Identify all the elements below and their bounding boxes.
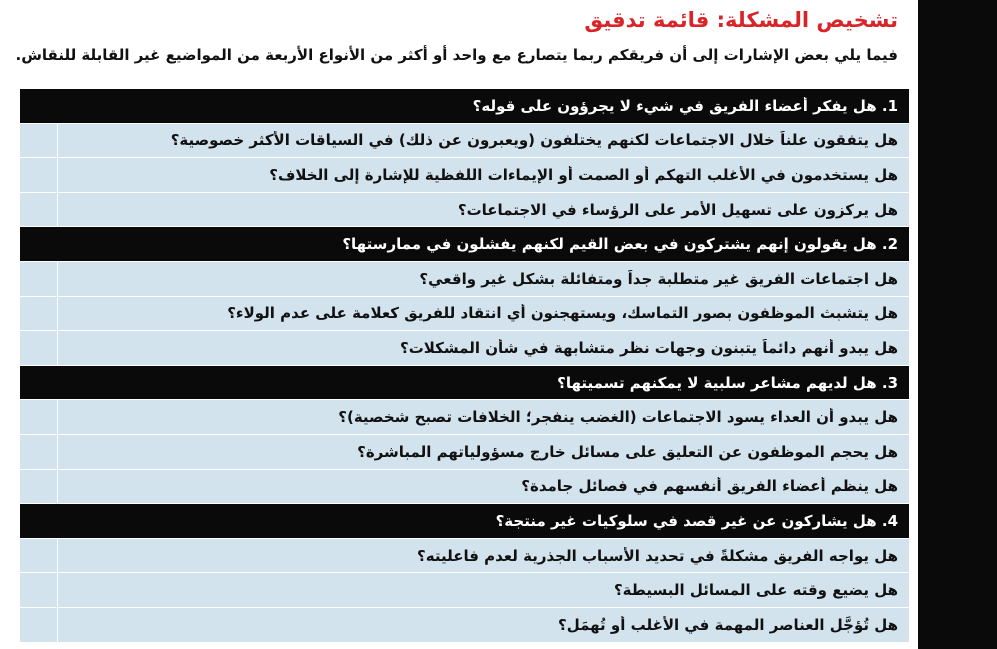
checklist-item (20, 124, 909, 159)
intro-text: فيما يلي بعض الإشارات إلى أن فريقكم ربما يتصارع مع واحد أو أكثر من الأنواع الأربعة من المواضيع غير القابلة للنقاش. (15, 46, 898, 64)
checkbox-cell (20, 227, 58, 261)
checklist-item (20, 400, 909, 435)
side-bar (918, 0, 997, 649)
section-question: 1. هل يفكر أعضاء الفريق في شيء لا يجرؤون على قوله؟ (472, 96, 898, 115)
checklist-item (20, 573, 909, 608)
checkbox-cell[interactable] (20, 158, 58, 192)
item-question: هل يبدو أن العداء يسود الاجتماعات (الغضب ينفجر؛ الخلافات تصبح شخصية)؟ (338, 408, 898, 427)
checkbox-cell (20, 89, 58, 123)
checklist-section (20, 89, 909, 124)
item-question: هل يواجه الفريق مشكلةً في تحديد الأسباب الجذرية لعدم فاعليته؟ (417, 546, 898, 565)
checkbox-cell[interactable] (20, 400, 58, 434)
item-question: هل يحجم الموظفون عن التعليق على مسائل خارج مسؤولياتهم المباشرة؟ (357, 442, 898, 461)
checkbox-cell[interactable] (20, 573, 58, 607)
checkbox-cell[interactable] (20, 193, 58, 227)
checklist-item (20, 331, 909, 366)
checklist-item (20, 297, 909, 332)
item-question: هل اجتماعات الفريق غير متطلبة جداً ومتفائلة بشكل غير واقعي؟ (419, 269, 898, 288)
item-question: هل يستخدمون في الأغلب التهكم أو الصمت أو الإيماءات اللفظية للإشارة إلى الخلاف؟ (269, 165, 898, 184)
checkbox-cell[interactable] (20, 124, 58, 158)
item-question: هل يتشبث الموظفون بصور التماسك، ويستهجنون أي انتقاد للفريق كعلامة على عدم الولاء؟ (227, 304, 898, 323)
checklist-item (20, 539, 909, 574)
item-question: هل يتفقون علناً خلال الاجتماعات لكنهم يختلفون (ويعبرون عن ذلك) في السياقات الأكثر خصوصية؟ (170, 131, 898, 150)
checklist-item (20, 435, 909, 470)
checklist-item (20, 262, 909, 297)
checkbox-cell[interactable] (20, 331, 58, 365)
checkbox-cell[interactable] (20, 435, 58, 469)
checkbox-cell (20, 366, 58, 400)
item-question: هل يبدو أنهم دائماً يتبنون وجهات نظر متشابهة في شأن المشكلات؟ (400, 338, 898, 357)
item-question: هل يركزون على تسهيل الأمر على الرؤساء في الاجتماعات؟ (457, 200, 898, 219)
checkbox-cell[interactable] (20, 262, 58, 296)
checklist-section (20, 504, 909, 539)
section-question: 4. هل يشاركون عن غير قصد في سلوكيات غير منتجة؟ (495, 511, 898, 530)
checkbox-cell[interactable] (20, 539, 58, 573)
item-question: هل يضيع وقته على المسائل البسيطة؟ (613, 581, 898, 600)
checklist-item (20, 158, 909, 193)
checkbox-cell[interactable] (20, 297, 58, 331)
checklist-item (20, 193, 909, 228)
checkbox-cell[interactable] (20, 470, 58, 504)
checkbox-cell (20, 504, 58, 538)
checklist-section (20, 227, 909, 262)
item-question: هل تُؤجَّل العناصر المهمة في الأغلب أو تُهمَل؟ (558, 615, 898, 634)
checkbox-cell[interactable] (20, 608, 58, 642)
checklist-section (20, 366, 909, 401)
section-question: 2. هل يقولون إنهم يشتركون في بعض القيم لكنهم يفشلون في ممارستها؟ (342, 235, 898, 254)
checklist-table (20, 89, 909, 643)
page-title: تشخيص المشكلة: قائمة تدقيق (584, 8, 898, 32)
checklist-item (20, 470, 909, 505)
checklist-item (20, 608, 909, 643)
item-question: هل ينظم أعضاء الفريق أنفسهم في فصائل جامدة؟ (521, 477, 898, 496)
section-question: 3. هل لديهم مشاعر سلبية لا يمكنهم تسميتها؟ (557, 373, 898, 392)
